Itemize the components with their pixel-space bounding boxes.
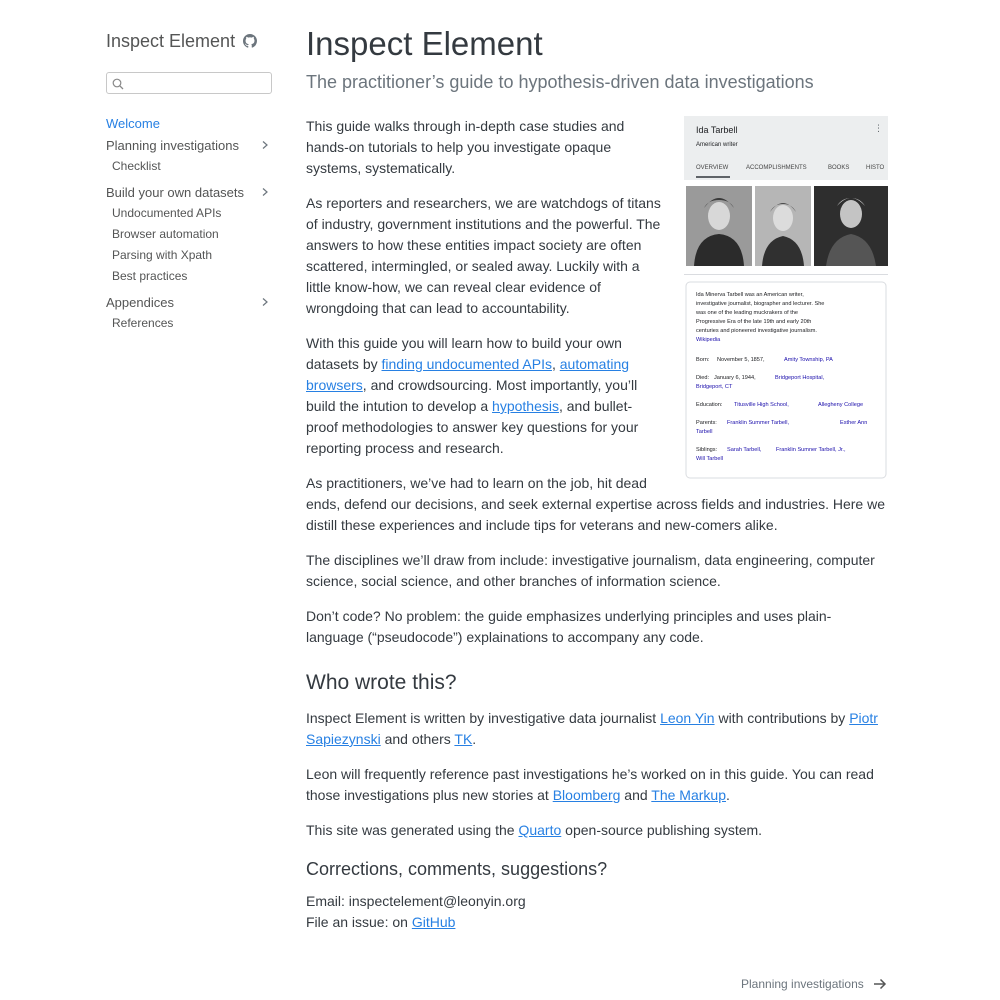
sidebar-item-undocumented-apis[interactable]: Undocumented APIs bbox=[112, 206, 222, 220]
panel-siblings-link[interactable]: Will Tarbell bbox=[696, 456, 723, 462]
email-line: Email: inspectelement@leonyin.org bbox=[306, 893, 526, 909]
text-span: Inspect Element is written by investigative data journalist bbox=[306, 710, 661, 726]
panel-name: Ida Tarbell bbox=[696, 125, 738, 135]
sidebar-item-label: Build your own datasets bbox=[106, 184, 245, 200]
watchdog-paragraph: As reporters and researchers, we are watchdogs of titans of industry, government institutions and the powerful. The answers to how these entities impact society are often scattered, intermingled, or sealed away. Luckily with a little know-how, we can reveal clear evidence of wrongdoing that can lead to accountability. bbox=[306, 195, 661, 316]
panel-tab: OVERVIEW bbox=[696, 165, 729, 171]
active-tab-indicator bbox=[696, 176, 730, 178]
panel-parents-link[interactable]: Tarbell bbox=[696, 429, 713, 435]
text-span: with contributions by bbox=[714, 710, 850, 726]
text-span: File an issue: on bbox=[306, 914, 412, 930]
practitioners-paragraph: As practitioners, we’ve had to learn on the job, hit dead ends, defend our decisions, and seek external expertise across fields and industries. Here we distill these experiences and include tips for veterans and new-comers alike. bbox=[306, 475, 885, 533]
investigations-paragraph bbox=[306, 764, 888, 806]
chevron-right-icon[interactable] bbox=[260, 187, 270, 197]
search-input[interactable] bbox=[127, 75, 267, 91]
panel-description: Progressive Era of the late 19th and early 20th bbox=[696, 319, 812, 325]
authors-paragraph bbox=[306, 708, 888, 750]
text-span: . bbox=[726, 787, 730, 803]
sidebar-subnav-planning bbox=[106, 156, 272, 177]
chevron-right-icon[interactable] bbox=[260, 297, 270, 307]
sidebar-item-welcome[interactable] bbox=[106, 112, 272, 134]
corrections-heading: Corrections, comments, suggestions? bbox=[306, 859, 608, 879]
panel-role: American writer bbox=[696, 142, 738, 148]
page-title: Inspect Element bbox=[306, 25, 543, 62]
sidebar-item-browser-automation[interactable]: Browser automation bbox=[112, 227, 219, 241]
portrait-photo bbox=[755, 186, 811, 266]
arrow-right-icon bbox=[872, 976, 888, 992]
panel-tab: ACCOMPLISHMENTS bbox=[746, 165, 807, 171]
sidebar-item-appendices[interactable] bbox=[106, 291, 272, 313]
sidebar-item-checklist[interactable]: Checklist bbox=[112, 159, 161, 173]
disciplines-paragraph: The disciplines we’ll draw from include: investigative journalism, data engineering, computer science, social science, and other branches of information science. bbox=[306, 552, 875, 589]
quarto-paragraph bbox=[306, 820, 888, 841]
tk-link[interactable]: TK bbox=[454, 731, 473, 747]
search-icon bbox=[112, 77, 124, 89]
sidebar-item-label: Welcome bbox=[106, 115, 160, 131]
panel-parents-link[interactable]: Esther Ann bbox=[840, 420, 868, 426]
text-span: , and bullet-proof methodologies to answer key questions for your reporting process and research. bbox=[306, 398, 639, 456]
bloomberg-link[interactable]: Bloomberg bbox=[552, 787, 621, 803]
text-span: . bbox=[472, 731, 477, 747]
more-vert-icon: ⋮ bbox=[874, 123, 883, 133]
sidebar-item-references[interactable]: References bbox=[112, 316, 174, 330]
sidebar-item-label: Appendices bbox=[106, 294, 174, 310]
panel-parents-link[interactable]: Franklin Summer Tarbell, bbox=[727, 420, 790, 426]
text-span: and bbox=[620, 787, 652, 803]
sidebar-subnav-datasets bbox=[106, 203, 272, 287]
search-box bbox=[106, 72, 272, 94]
sidebar-subnav-appendices bbox=[106, 313, 272, 334]
automating-browsers-link[interactable]: automating browsers bbox=[306, 356, 630, 393]
panel-education-link[interactable]: Allegheny College bbox=[818, 402, 864, 408]
panel-education-link[interactable]: Titusville High School, bbox=[734, 402, 789, 408]
page-subtitle: The practitioner’s guide to hypothesis-driven data investigations bbox=[306, 72, 814, 92]
panel-education-label: Education: bbox=[696, 402, 723, 408]
chevron-right-icon[interactable] bbox=[260, 140, 270, 150]
sidebar-nav bbox=[106, 112, 272, 334]
the-markup-link[interactable]: The Markup bbox=[651, 787, 726, 803]
panel-description: centuries and pioneered investigative journalism. bbox=[696, 328, 817, 334]
text-span: Leon will frequently reference past investigations he’s worked on in this guide. You can read those investigations plus new stories at bbox=[306, 766, 874, 803]
text-span: , bbox=[551, 356, 560, 372]
next-page-label: Planning investigations bbox=[741, 977, 864, 991]
sidebar-item-build-datasets[interactable] bbox=[106, 181, 272, 203]
article-body bbox=[306, 116, 888, 933]
panel-died-label: Died: bbox=[696, 375, 710, 381]
sidebar-item-parsing-xpath[interactable]: Parsing with Xpath bbox=[112, 248, 213, 262]
no-code-paragraph: Don’t code? No problem: the guide emphasizes underlying principles and uses plain-language (“pseudocode”) explainations to accompany any code. bbox=[306, 608, 832, 645]
panel-tab: BOOKS bbox=[828, 165, 850, 171]
panel-parents-label: Parents: bbox=[696, 420, 717, 426]
github-link[interactable]: GitHub bbox=[411, 914, 456, 930]
sidebar-item-planning-investigations[interactable] bbox=[106, 134, 272, 156]
panel-born: November 5, 1857, bbox=[717, 357, 765, 363]
panel-siblings-link[interactable]: Sarah Tarbell, bbox=[727, 447, 762, 453]
undocumented-apis-link[interactable]: finding undocumented APIs bbox=[381, 356, 552, 372]
text-span: This site was generated using the bbox=[306, 822, 519, 838]
panel-born-label: Born: bbox=[696, 357, 710, 363]
sidebar-item-label: Planning investigations bbox=[106, 137, 239, 153]
intro-paragraph: This guide walks through in-depth case studies and hands-on tutorials to help you investigate opaque systems, systematically. bbox=[306, 118, 625, 176]
hypothesis-link[interactable]: hypothesis bbox=[492, 398, 559, 414]
panel-siblings-label: Siblings: bbox=[696, 447, 718, 453]
contact-info bbox=[306, 891, 888, 933]
panel-description: was one of the leading muckrakers of the bbox=[696, 310, 798, 316]
text-span: and others bbox=[380, 731, 455, 747]
panel-died-link[interactable]: Bridgeport Hospital, bbox=[775, 375, 825, 381]
panel-siblings-link[interactable]: Franklin Sumner Tarbell, Jr., bbox=[776, 447, 846, 453]
panel-source-link[interactable]: Wikipedia bbox=[696, 337, 721, 343]
github-icon[interactable] bbox=[243, 34, 257, 48]
portrait-photo bbox=[686, 186, 752, 266]
sidebar-item-best-practices[interactable]: Best practices bbox=[112, 269, 188, 283]
piotr-sapiezynski-link[interactable]: Piotr Sapiezynski bbox=[306, 710, 878, 747]
text-span: With this guide you will learn how to build your own datasets by bbox=[306, 335, 622, 372]
panel-description: Ida Minerva Tarbell was an American writer, bbox=[696, 292, 804, 298]
knowledge-panel-image bbox=[684, 116, 888, 480]
panel-tab: HISTO bbox=[866, 165, 885, 171]
panel-description: investigative journalist, biographer and lecturer. She bbox=[696, 301, 825, 307]
portrait-photo bbox=[814, 186, 888, 266]
next-page-link[interactable] bbox=[741, 976, 888, 992]
site-title bbox=[106, 28, 272, 54]
leon-yin-link[interactable]: Leon Yin bbox=[660, 710, 715, 726]
text-span: open-source publishing system. bbox=[561, 822, 763, 838]
site-title-text[interactable]: Inspect Element bbox=[106, 30, 236, 51]
panel-died: January 6, 1944, bbox=[714, 375, 756, 381]
main-content bbox=[306, 24, 888, 933]
text-span: , and crowdsourcing. Most importantly, you’ll build the intution to develop a bbox=[306, 377, 638, 414]
who-wrote-heading: Who wrote this? bbox=[306, 671, 457, 694]
panel-died-link[interactable]: Bridgeport, CT bbox=[696, 384, 733, 390]
sidebar bbox=[106, 28, 272, 334]
quarto-link[interactable]: Quarto bbox=[518, 822, 562, 838]
panel-born-link[interactable]: Amity Township, PA bbox=[784, 357, 833, 363]
issue-line bbox=[306, 912, 888, 933]
